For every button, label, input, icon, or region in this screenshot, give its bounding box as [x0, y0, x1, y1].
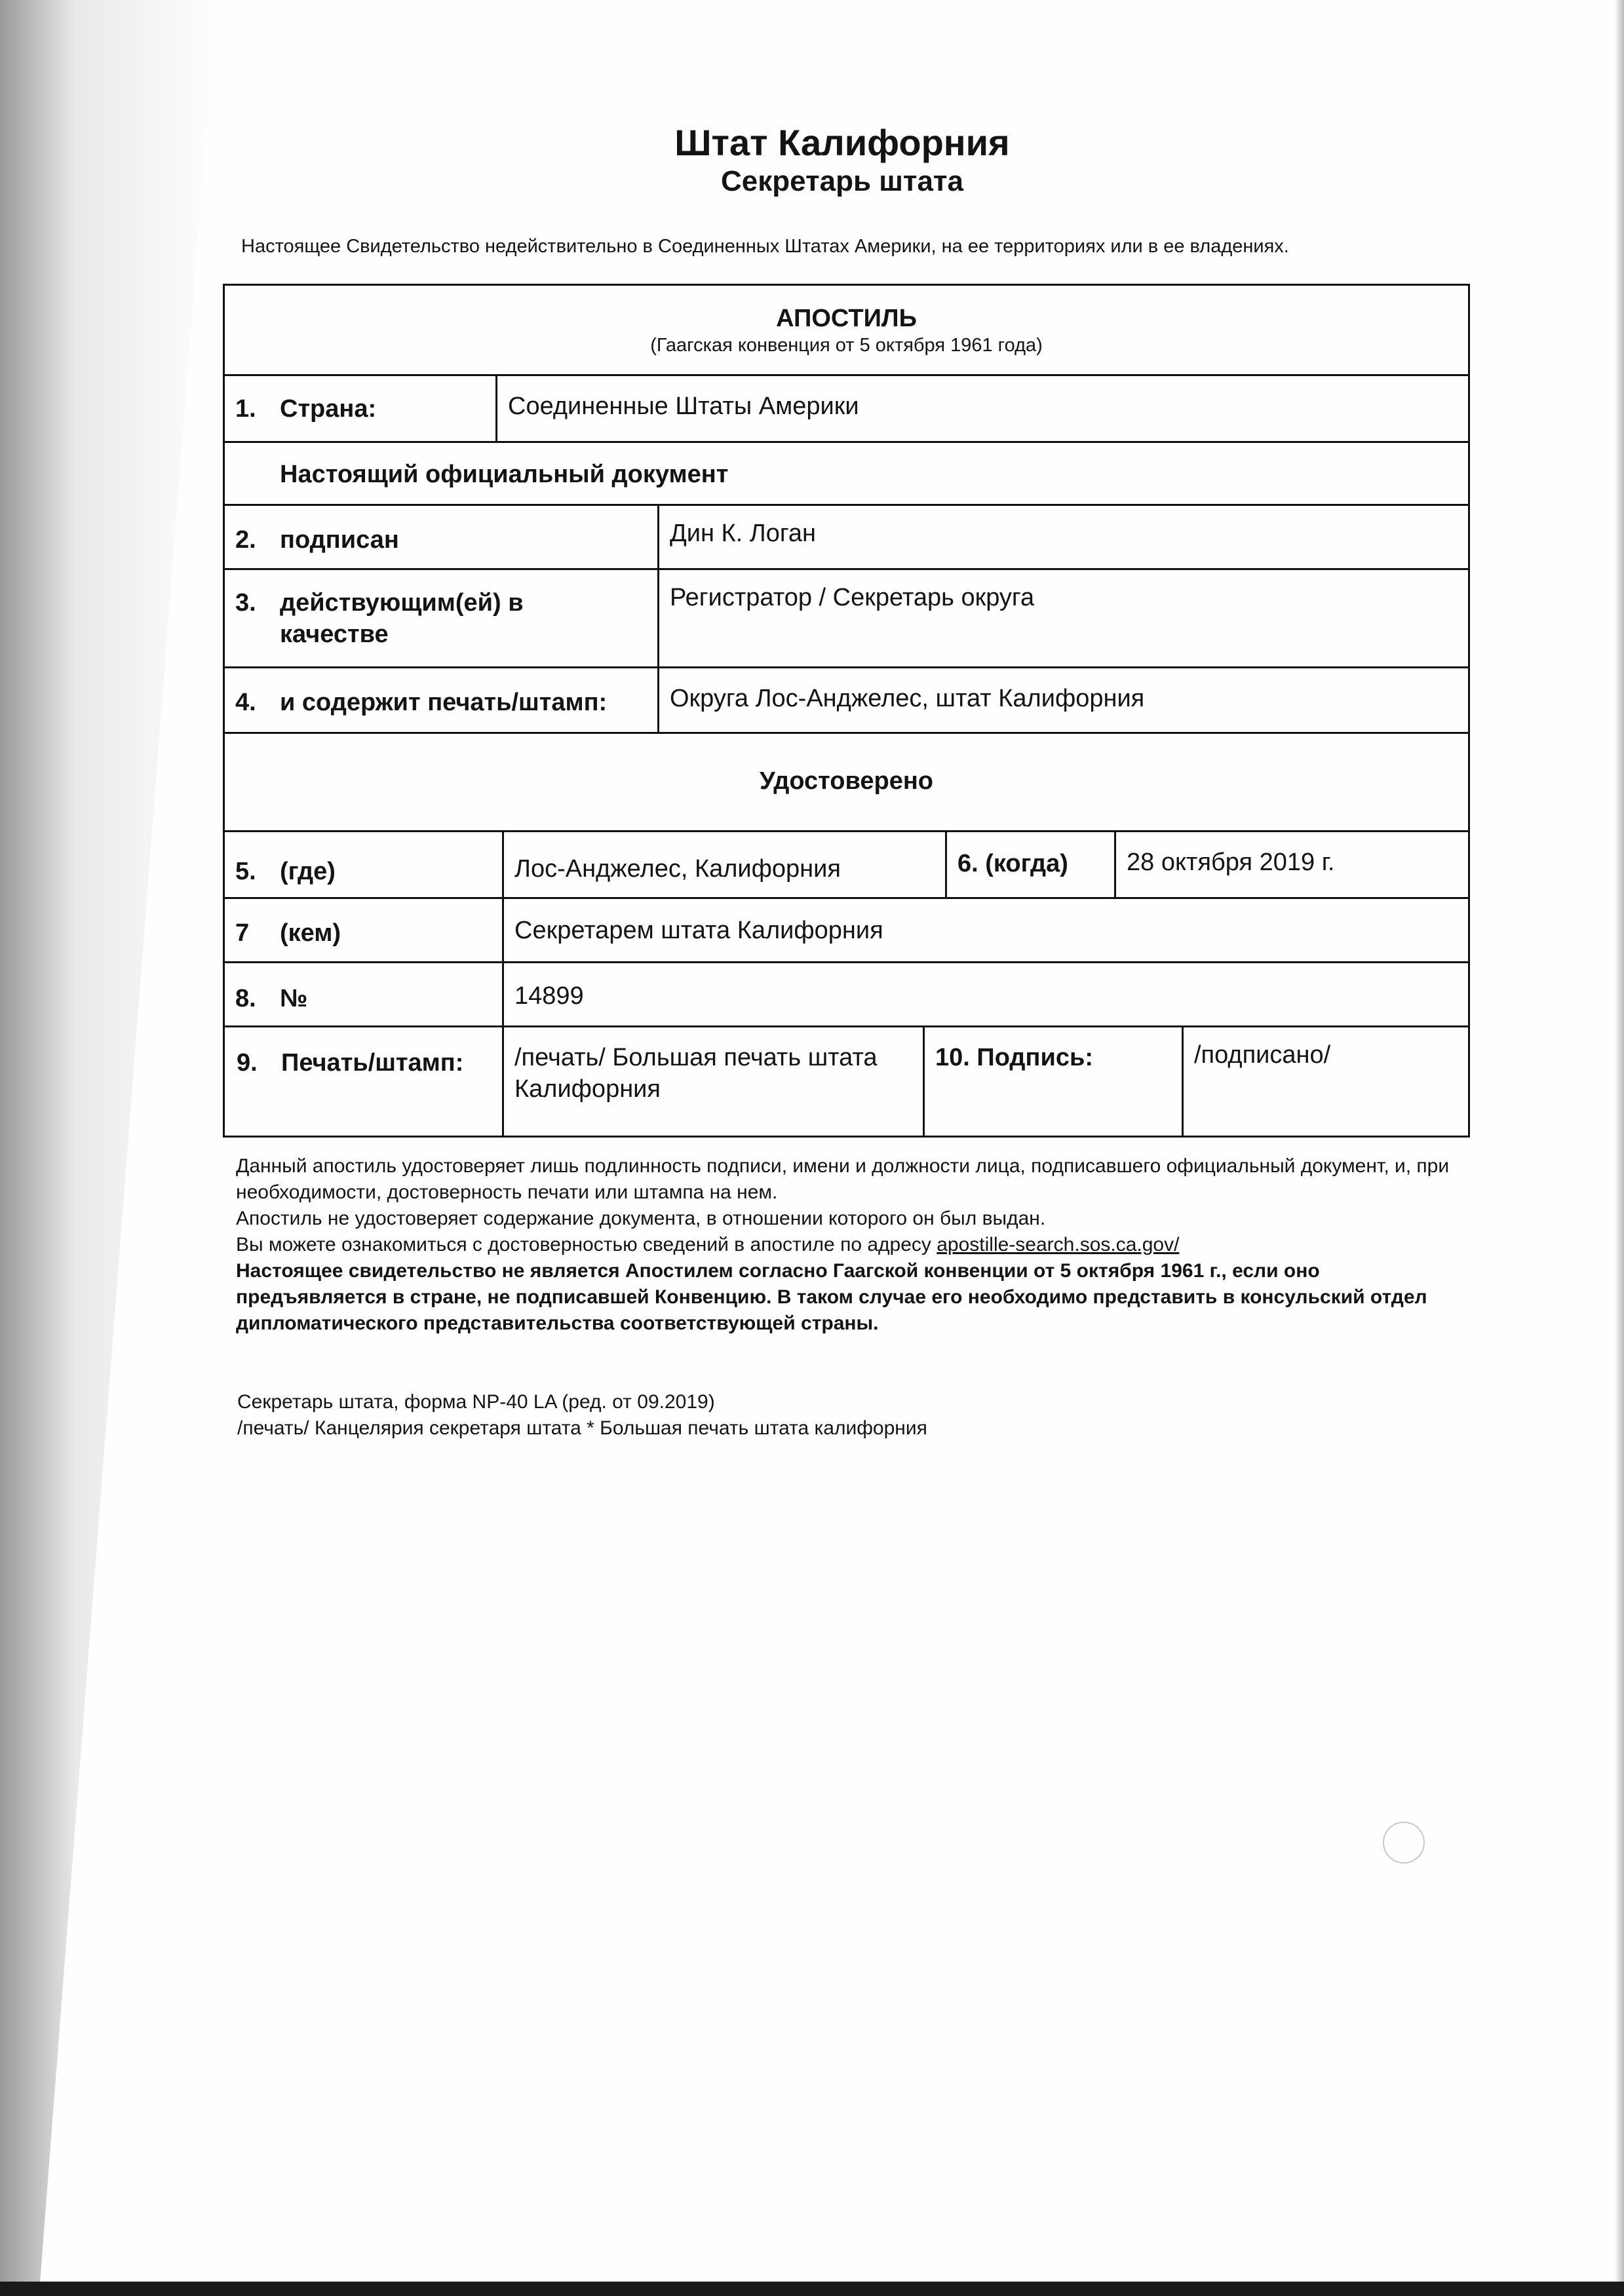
notes-line-2: Апостиль не удостоверяет содержание документа, в отношении которого он был выдан. [236, 1208, 1046, 1229]
seal-label: и содержит печать/штамп: [280, 689, 608, 716]
signed-value: Дин К. Логан [657, 506, 1468, 568]
stamp-signature-row [225, 1025, 1468, 1136]
when-value: 28 октября 2019 г. [1114, 832, 1468, 897]
where-number: 5. [235, 858, 256, 885]
seal-label-cell [225, 668, 657, 732]
certified-heading: Удостоверено [759, 767, 934, 795]
signed-row [225, 504, 1468, 568]
document-heading: Настоящий официальный документ [280, 461, 729, 488]
apostille-title: АПОСТИЛЬ [776, 305, 917, 332]
country-value: Соединенные Штаты Америки [495, 376, 1468, 441]
notes-line-3-prefix: Вы можете ознакомиться с достоверностью сведений в апостиле по адресу [236, 1234, 931, 1255]
acting-value: Регистратор / Секретарь округа [657, 570, 1468, 666]
where-value: Лос-Анджелес, Калифорния [502, 832, 945, 897]
signature-value: /подписано/ [1182, 1027, 1468, 1136]
stamp-label: Печать/штамп: [281, 1049, 464, 1077]
scan-shadow-right [1615, 0, 1624, 2296]
apostille-header-row [225, 286, 1468, 374]
seal-number: 4. [235, 689, 256, 716]
notes-line-3 [236, 1232, 1468, 1258]
certified-heading-row [225, 732, 1468, 830]
apostille-search-link[interactable]: apostille-search.sos.ca.gov/ [937, 1234, 1180, 1255]
seal-row [225, 666, 1468, 732]
footer-form: Секретарь штата, форма NP-40 LA (ред. от 09.2019) [237, 1391, 715, 1413]
stamp-number: 9. [237, 1049, 258, 1077]
where-when-row [225, 830, 1468, 897]
signed-label-cell [225, 506, 657, 568]
number-label-cell [225, 963, 502, 1025]
where-label: (где) [280, 858, 336, 885]
by-value: Секретарем штата Калифорния [502, 899, 1468, 961]
country-number: 1. [235, 395, 256, 423]
apostille-table [223, 284, 1470, 1138]
by-label: (кем) [280, 919, 341, 947]
number-index: 8. [235, 985, 256, 1012]
by-row [225, 897, 1468, 961]
country-label: Страна: [280, 395, 377, 423]
apostille-notes [236, 1153, 1468, 1337]
apostille-subtitle: (Гаагская конвенция от 5 октября 1961 года) [650, 335, 1043, 356]
validity-note: Настоящее Свидетельство недействительно в Соединенных Штатах Америки, на ее территориях или в ее владениях. [241, 236, 1289, 257]
acting-label-cell [225, 570, 657, 666]
paper-mark [1383, 1822, 1425, 1864]
acting-number: 3. [235, 589, 256, 617]
when-label: 6. (когда) [945, 832, 1114, 897]
seal-value: Округа Лос-Анджелес, штат Калифорния [657, 668, 1468, 732]
country-label-cell [225, 376, 495, 441]
where-label-cell [225, 832, 502, 897]
stamp-value: /печать/ Большая печать штата Калифорния [502, 1027, 923, 1136]
notes-line-4: Настоящее свидетельство не является Апостилем согласно Гаагской конвенции от 5 октября 1961 г., если оно предъявляется в стране, не подписавшей Конвенцию. В таком случае его необходимо представить в консульский отдел дипломатического представительства соответствующей страны. [236, 1260, 1427, 1334]
stamp-label-cell [225, 1027, 502, 1136]
notes-line-1: Данный апостиль удостоверяет лишь подлинность подписи, имени и должности лица, подписавшего официальный документ, и, при необходимости, достоверность печати или штампа на нем. [236, 1155, 1450, 1203]
signed-label: подписан [280, 526, 399, 554]
apostille-header-cell [225, 286, 1468, 374]
number-value: 14899 [502, 963, 1468, 1025]
scan-shadow-bottom [0, 2282, 1624, 2296]
document-footer [237, 1389, 927, 1442]
country-row [225, 374, 1468, 441]
document-heading-row [225, 441, 1468, 504]
footer-seal-note: /печать/ Канцелярия секретаря штата * Большая печать штата калифорния [237, 1417, 927, 1439]
signed-number: 2. [235, 526, 256, 554]
number-row [225, 961, 1468, 1025]
signature-label: 10. Подпись: [923, 1027, 1182, 1136]
number-label: № [280, 985, 308, 1012]
document-subtitle: Секретарь штата [721, 165, 963, 197]
document-title: Штат Калифорния [674, 122, 1010, 163]
acting-label: действующим(ей) в качестве [280, 589, 524, 648]
by-label-cell [225, 899, 502, 961]
acting-row [225, 568, 1468, 666]
by-number: 7 [235, 919, 250, 947]
